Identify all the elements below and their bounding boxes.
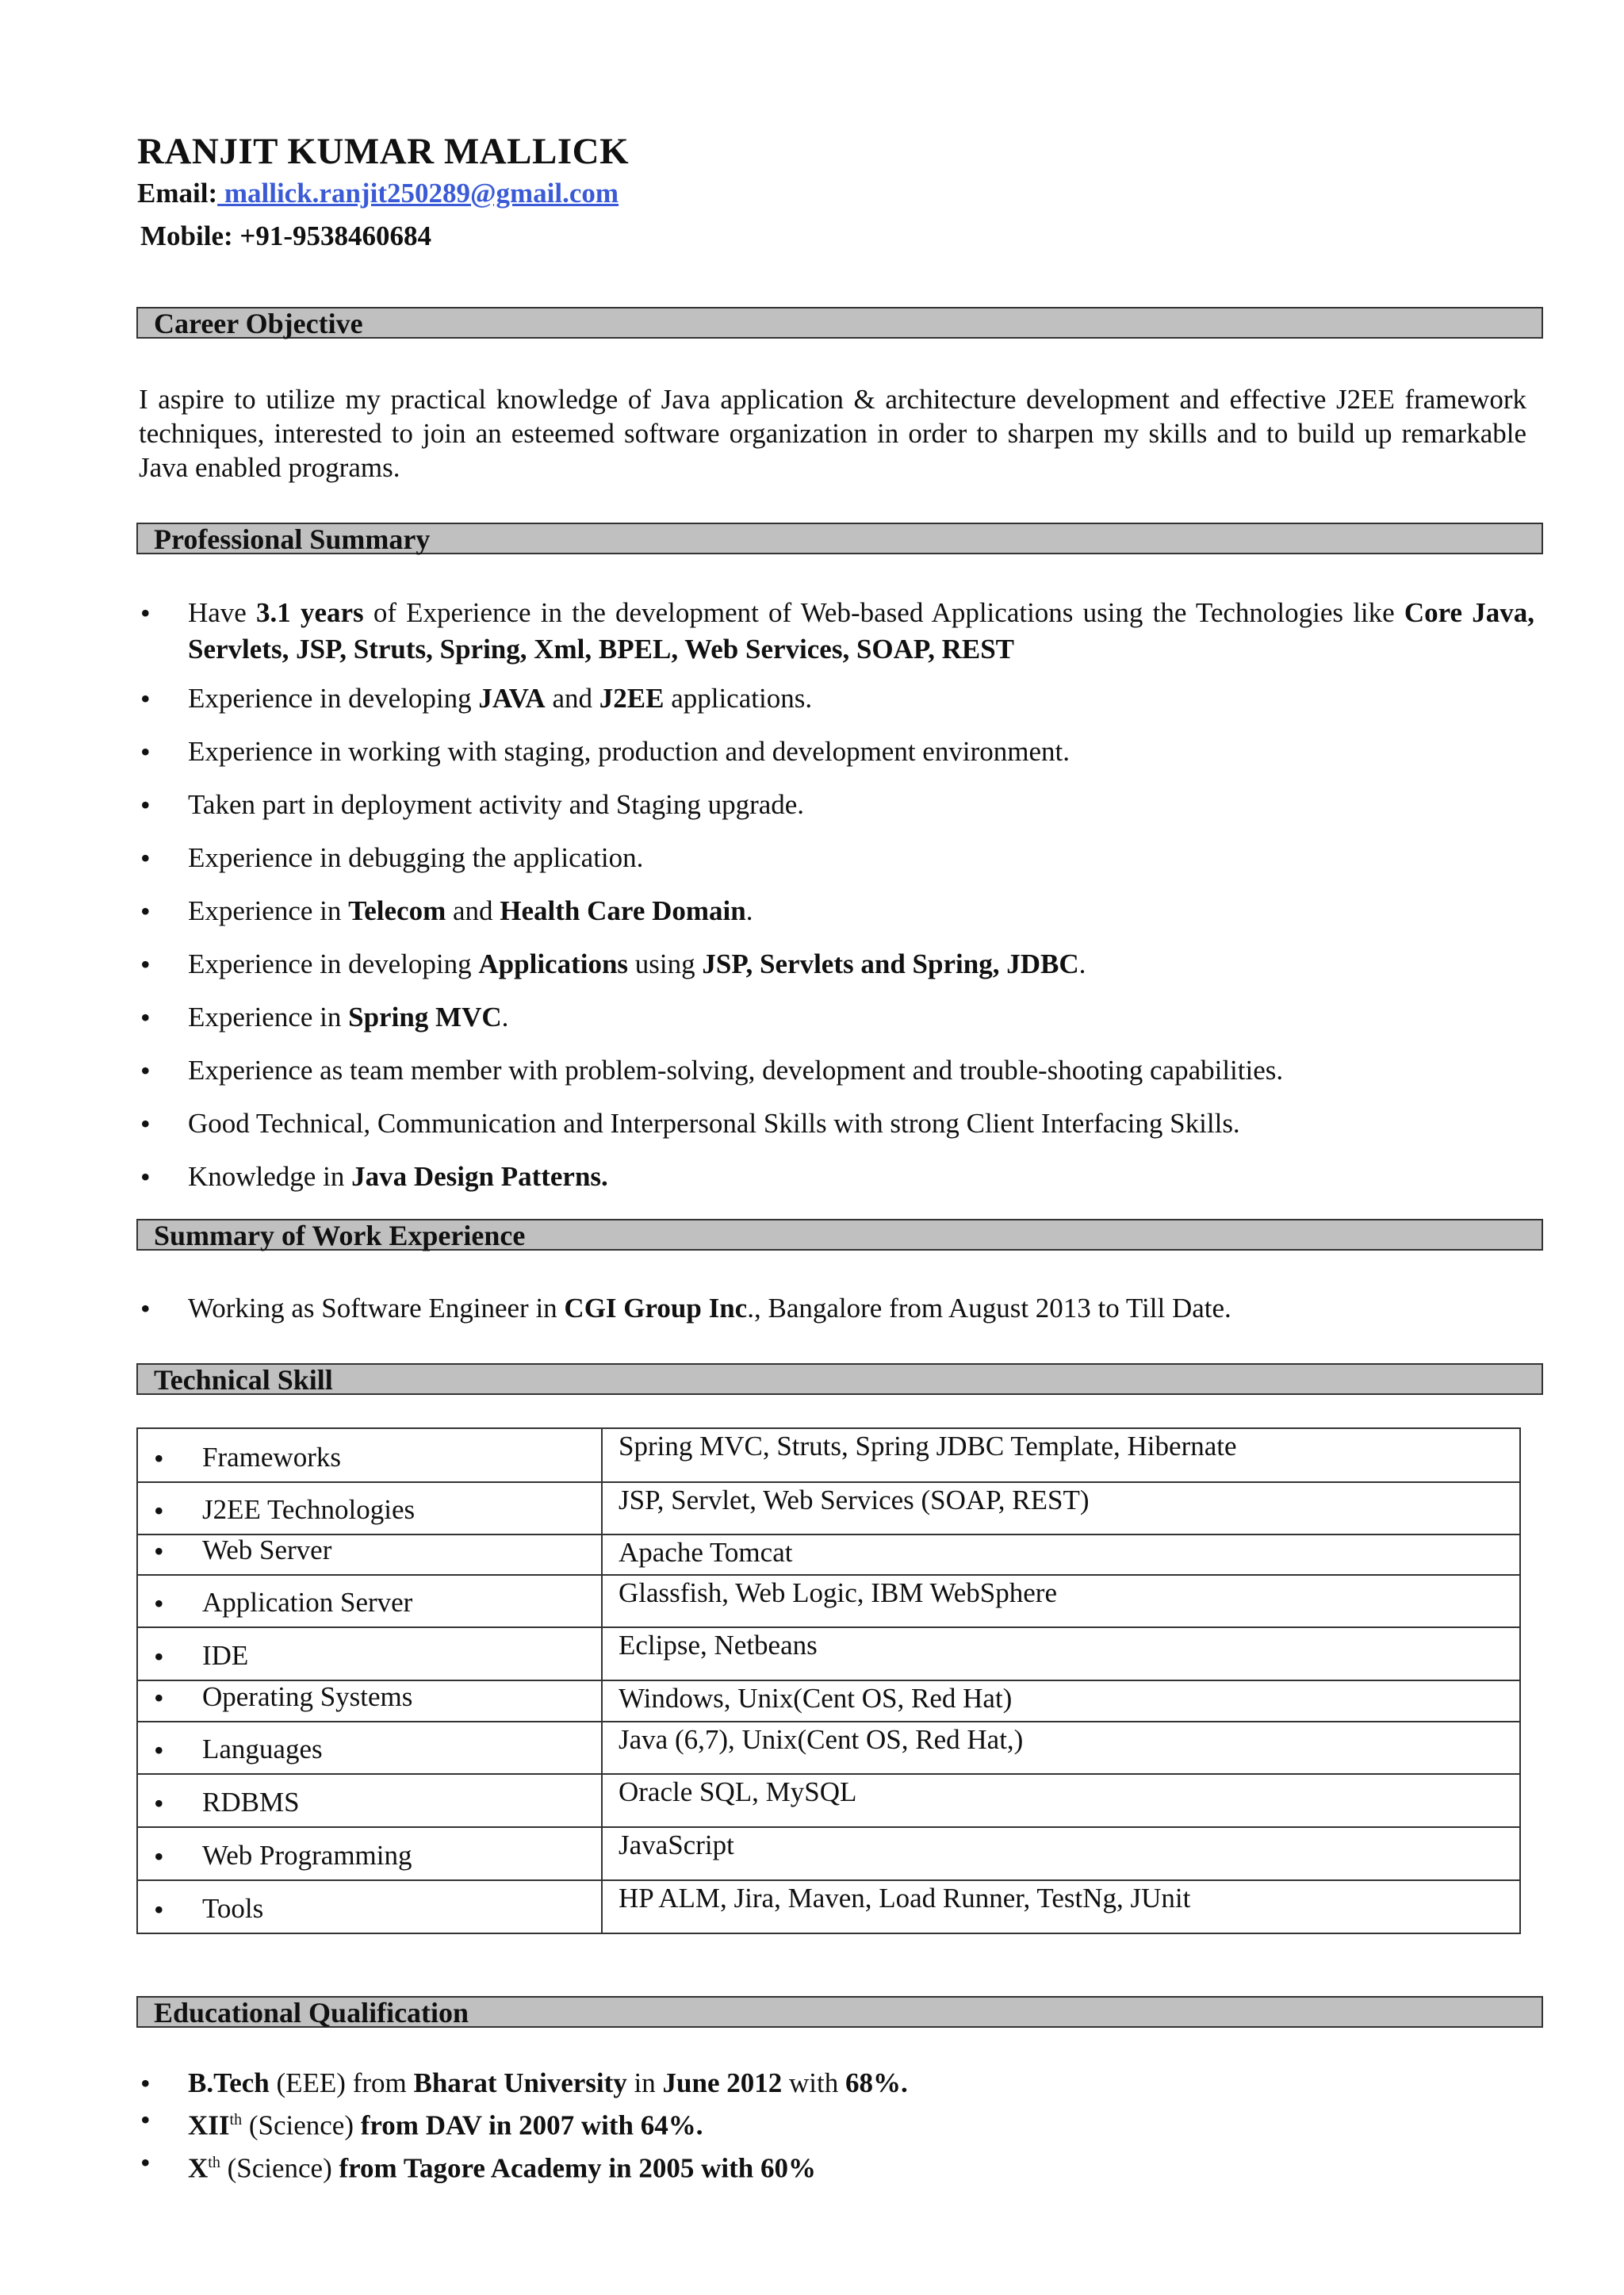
education-list [139, 2065, 1534, 2186]
skill-category-label: J2EE Technologies [202, 1494, 416, 1525]
skill-category [137, 1774, 602, 1827]
skill-category-label: Application Server [202, 1587, 413, 1618]
work-bullet: • Working as Software Engineer in CGI Group Inc., Bangalore from August 2013 to Till Date. [139, 1290, 1534, 1327]
summary-bullet: • Experience in working with staging, production and development environment. [139, 734, 1534, 770]
skill-row [137, 1428, 1520, 1482]
skill-value: Glassfish, Web Logic, IBM WebSphere [602, 1575, 1520, 1627]
skill-value: Spring MVC, Struts, Spring JDBC Template, Hibernate [602, 1428, 1520, 1482]
section-heading-work-experience: Summary of Work Experience [136, 1219, 1543, 1251]
skill-category [137, 1680, 602, 1722]
skill-category-label: Web Programming [202, 1840, 412, 1871]
skill-row [137, 1774, 1520, 1827]
mobile-value: +91-9538460684 [232, 220, 431, 251]
skill-row [137, 1482, 1520, 1534]
bullet-icon: • [154, 1787, 164, 1819]
skill-value: Windows, Unix(Cent OS, Red Hat) [602, 1680, 1520, 1722]
skill-category [137, 1627, 602, 1680]
email-line [137, 178, 619, 209]
bullet-icon: • [154, 1841, 164, 1872]
bullet-icon: • [154, 1535, 164, 1567]
bullet-icon: • [154, 1682, 164, 1714]
summary-bullet: • Experience in Spring MVC. [139, 999, 1534, 1036]
skill-category-label: IDE [202, 1640, 249, 1671]
section-heading-technical-skill: Technical Skill [136, 1363, 1543, 1395]
skill-row [137, 1534, 1520, 1575]
bullet-icon: • [154, 1588, 164, 1619]
skill-category-label: Tools [202, 1893, 264, 1924]
mobile-label: Mobile: [140, 220, 233, 251]
skill-row [137, 1827, 1520, 1880]
skill-row [137, 1880, 1520, 1933]
skill-row [137, 1680, 1520, 1722]
skill-row [137, 1575, 1520, 1627]
skill-category [137, 1534, 602, 1575]
section-heading-professional-summary: Professional Summary [136, 523, 1543, 554]
career-objective-text: I aspire to utilize my practical knowledge of Java application & architecture development and effective J2EE framework techniques, interested to join an esteemed software organization in order to sharpen my skills and to build up remarkable Java enabled programs. [139, 384, 1526, 483]
candidate-name: RANJIT KUMAR MALLICK [137, 131, 630, 172]
professional-summary-list [139, 595, 1534, 1212]
skill-category [137, 1827, 602, 1880]
education-bullet: • XIIth (Science) from DAV in 2007 with 64%. [139, 2102, 1534, 2144]
skill-value: HP ALM, Jira, Maven, Load Runner, TestNg, JUnit [602, 1880, 1520, 1933]
education-bullet: • B.Tech (EEE) from Bharat University in June 2012 with 68%. [139, 2065, 1534, 2102]
skill-category-label: Operating Systems [202, 1681, 413, 1712]
summary-bullet: • Knowledge in Java Design Patterns. [139, 1159, 1534, 1195]
skill-category [137, 1880, 602, 1933]
bullet-icon: • [154, 1495, 164, 1527]
skill-value: Apache Tomcat [602, 1534, 1520, 1575]
skill-value: Eclipse, Netbeans [602, 1627, 1520, 1680]
skill-row [137, 1627, 1520, 1680]
summary-bullet: • Have 3.1 years of Experience in the development of Web-based Applications using the Technologies like Core Java, Servlets, JSP, Struts, Spring, Xml, BPEL, Web Services, SOAP, REST [139, 595, 1534, 668]
skill-value: JSP, Servlet, Web Services (SOAP, REST) [602, 1482, 1520, 1534]
technical-skill-table [136, 1427, 1521, 1934]
skill-value: JavaScript [602, 1827, 1520, 1880]
summary-bullet: • Experience as team member with problem-solving, development and trouble-shooting capabilities. [139, 1052, 1534, 1089]
skill-value: Oracle SQL, MySQL [602, 1774, 1520, 1827]
mobile-line [140, 220, 431, 252]
skill-category-label: Frameworks [202, 1442, 341, 1473]
bullet-icon: • [154, 1443, 164, 1474]
summary-bullet: • Experience in debugging the application. [139, 840, 1534, 876]
skill-value: Java (6,7), Unix(Cent OS, Red Hat,) [602, 1722, 1520, 1774]
skill-category [137, 1482, 602, 1534]
bullet-icon: • [154, 1894, 164, 1925]
summary-bullet: • Experience in developing Applications using JSP, Servlets and Spring, JDBC. [139, 946, 1534, 983]
education-bullet: • Xth (Science) from Tagore Academy in 2005 with 60% [139, 2144, 1534, 2187]
email-link[interactable]: mallick.ranjit250289@gmail.com [217, 178, 619, 209]
bullet-icon: • [154, 1734, 164, 1766]
summary-bullet: • Taken part in deployment activity and Staging upgrade. [139, 787, 1534, 823]
work-experience-list [139, 1290, 1534, 1327]
skill-category [137, 1722, 602, 1774]
skill-category [137, 1575, 602, 1627]
summary-bullet: • Experience in developing JAVA and J2EE applications. [139, 680, 1534, 717]
skill-category-label: RDBMS [202, 1787, 300, 1818]
summary-bullet: • Good Technical, Communication and Interpersonal Skills with strong Client Interfacing Skills. [139, 1105, 1534, 1142]
section-heading-career-objective: Career Objective [136, 307, 1543, 339]
skill-category-label: Languages [202, 1734, 323, 1764]
summary-bullet: • Experience in Telecom and Health Care Domain. [139, 893, 1534, 929]
skill-category [137, 1428, 602, 1482]
bullet-icon: • [154, 1641, 164, 1672]
skill-category-label: Web Server [202, 1534, 332, 1565]
section-heading-education: Educational Qualification [136, 1996, 1543, 2028]
email-label: Email: [137, 178, 218, 209]
skill-row [137, 1722, 1520, 1774]
